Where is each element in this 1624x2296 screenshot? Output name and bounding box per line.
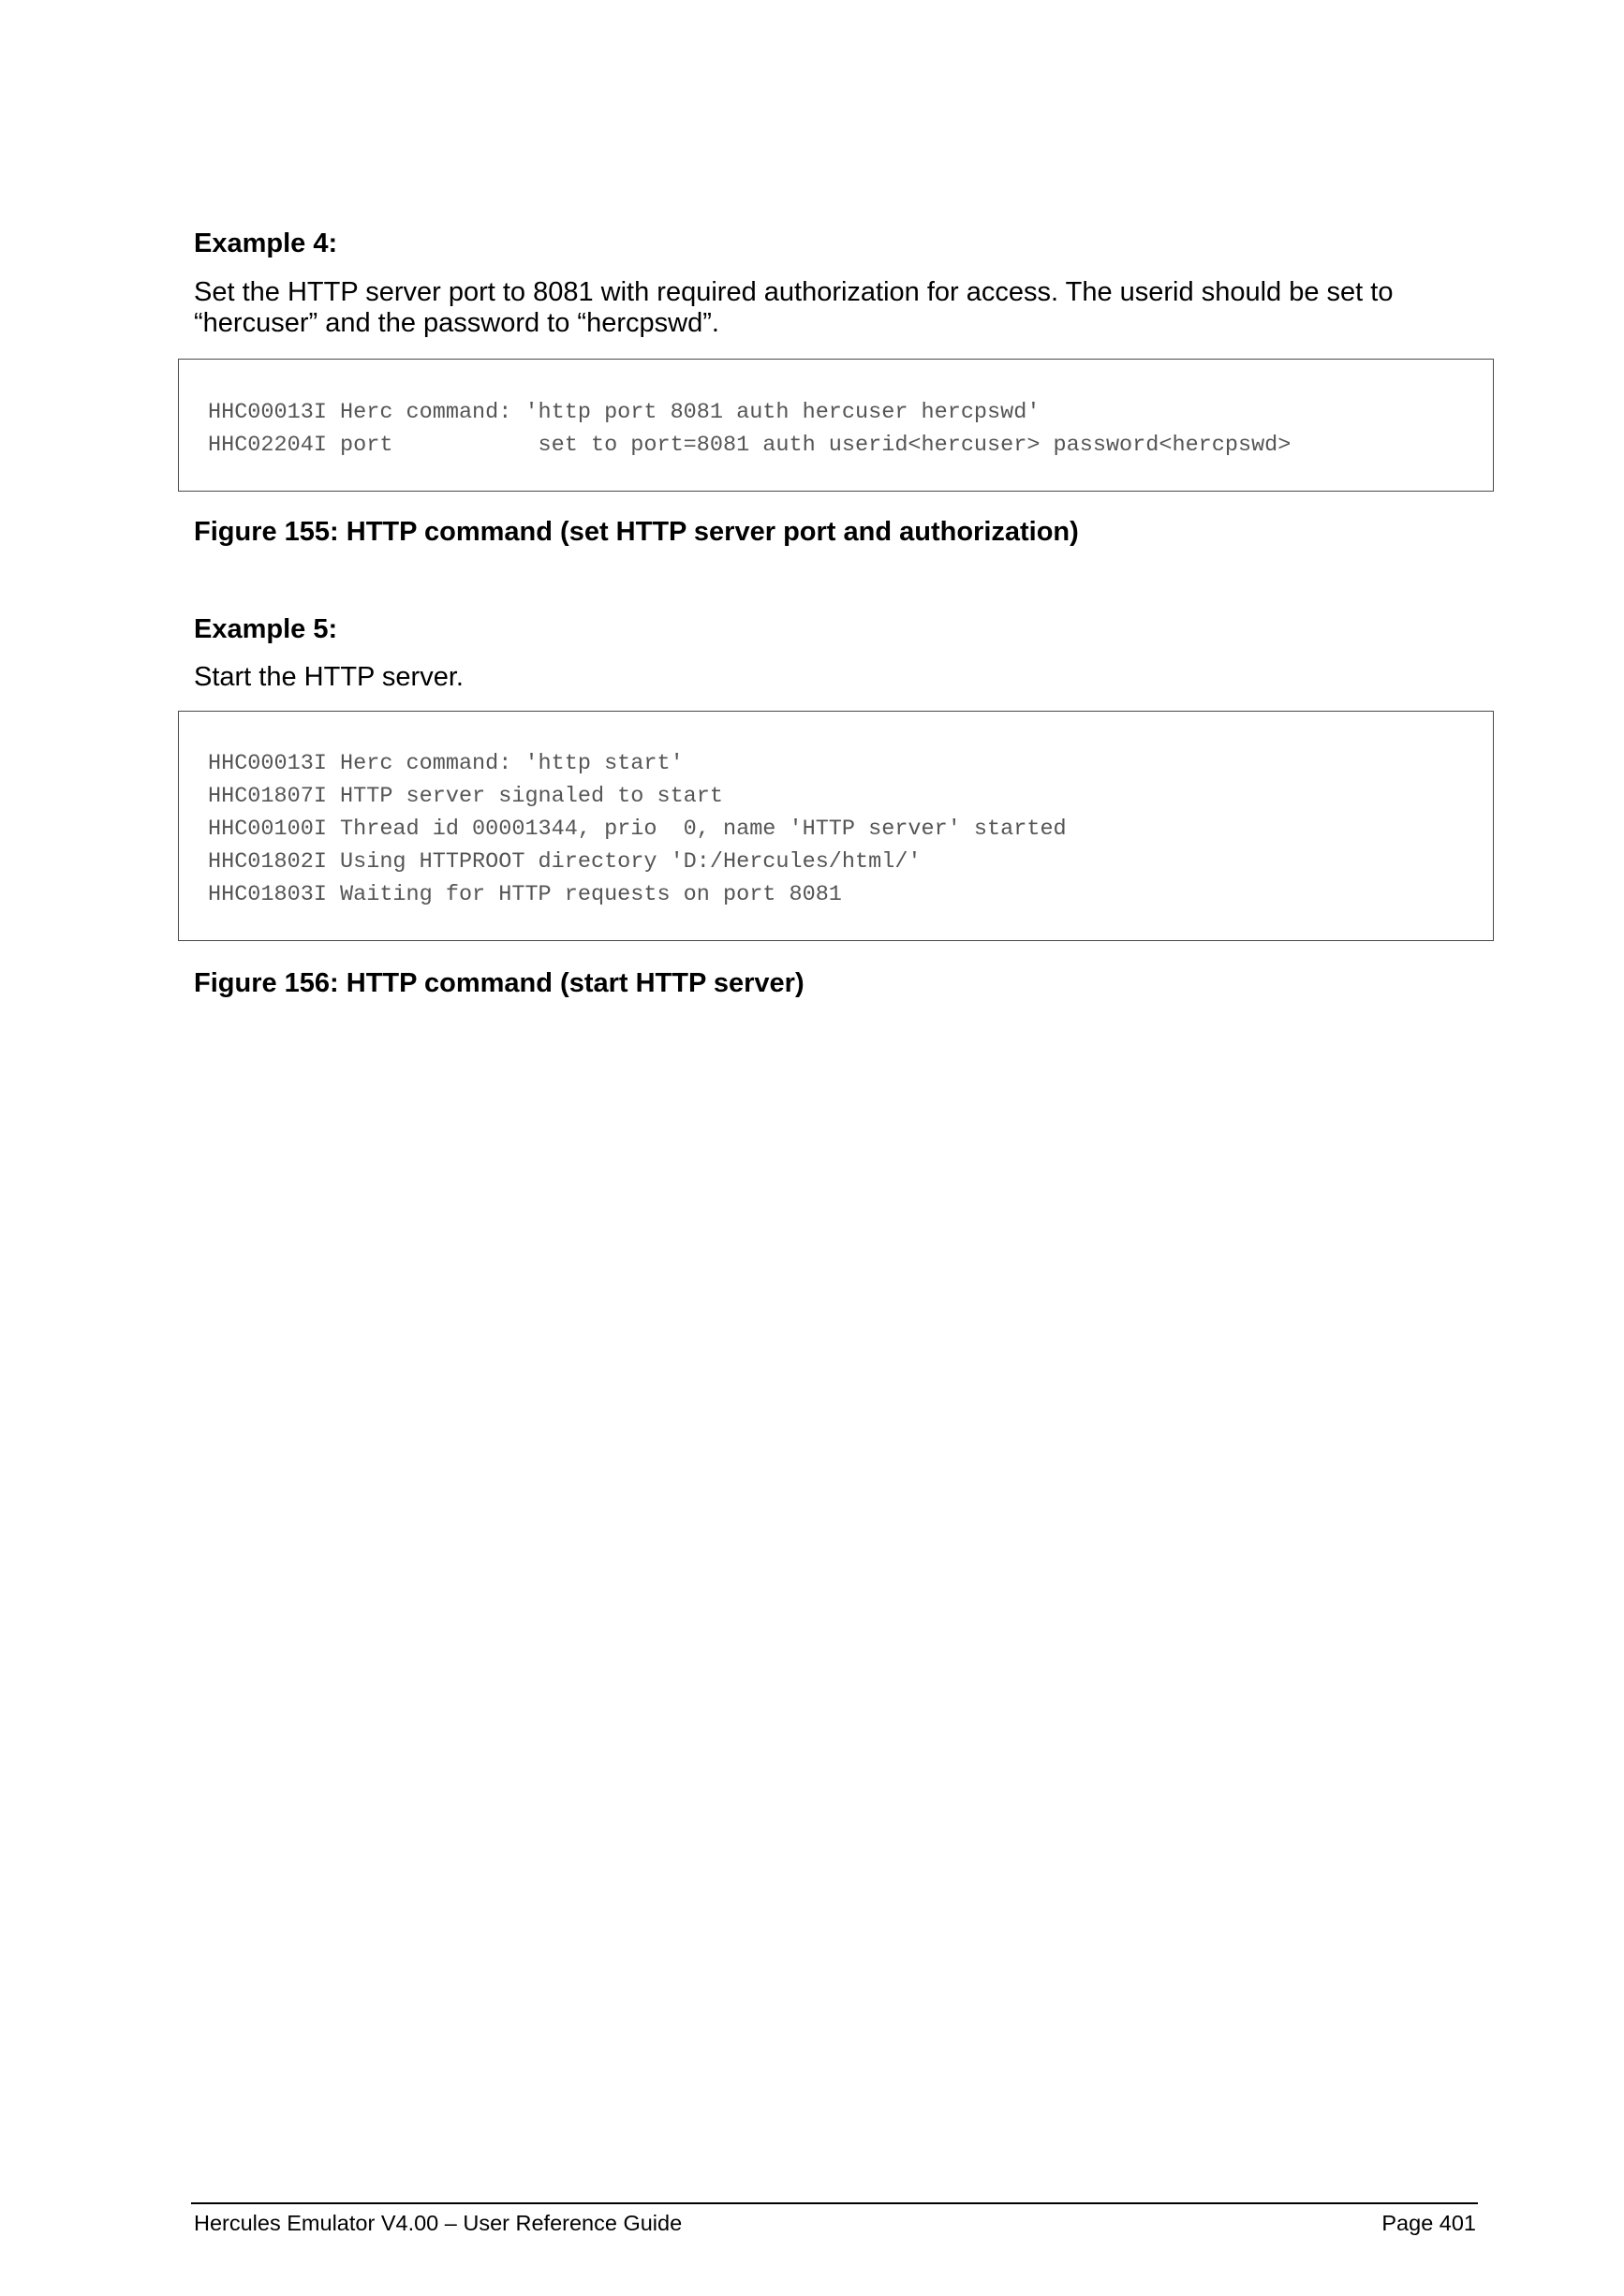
code-line: HHC01802I Using HTTPROOT directory 'D:/Hercules/html/' bbox=[208, 849, 922, 875]
example-5-heading: Example 5: bbox=[194, 614, 338, 644]
footer-divider bbox=[191, 2202, 1478, 2204]
code-line: HHC00100I Thread id 00001344, prio 0, name 'HTTP server' started bbox=[208, 817, 1067, 842]
code-line: HHC01807I HTTP server signaled to start bbox=[208, 784, 723, 809]
example-5-description-block bbox=[194, 662, 1505, 693]
figure-156-caption: Figure 156: HTTP command (start HTTP server) bbox=[194, 968, 805, 998]
figure-155-caption-block bbox=[194, 516, 1079, 548]
figure-156-caption-block bbox=[194, 967, 805, 999]
example-4-description bbox=[194, 277, 1505, 339]
code-line: HHC00013I Herc command: 'http port 8081 auth hercuser hercpswd' bbox=[208, 400, 1041, 425]
example-5-code-box bbox=[178, 711, 1494, 941]
code-line: HHC01803I Waiting for HTTP requests on port 8081 bbox=[208, 882, 842, 907]
example-4-heading: Example 4: bbox=[194, 228, 338, 258]
example-4-heading-block bbox=[194, 228, 337, 259]
example-5-heading-block bbox=[194, 613, 337, 645]
example-4-code-box bbox=[178, 359, 1494, 492]
example-4-description-line-2: “hercuser” and the password to “hercpswd”. bbox=[194, 308, 719, 338]
example-5-description: Start the HTTP server. bbox=[194, 662, 464, 692]
example-4-description-line-1: Set the HTTP server port to 8081 with required authorization for access. The userid should be set to bbox=[194, 277, 1394, 307]
footer-page-number: Page 401 bbox=[1381, 2211, 1476, 2235]
footer-document-title: Hercules Emulator V4.00 – User Reference Guide bbox=[194, 2211, 683, 2235]
figure-155-caption: Figure 155: HTTP command (set HTTP server port and authorization) bbox=[194, 517, 1079, 547]
code-line: HHC02204I port set to port=8081 auth userid<hercuser> password<hercpswd> bbox=[208, 433, 1292, 458]
code-line: HHC00013I Herc command: 'http start' bbox=[208, 751, 684, 776]
